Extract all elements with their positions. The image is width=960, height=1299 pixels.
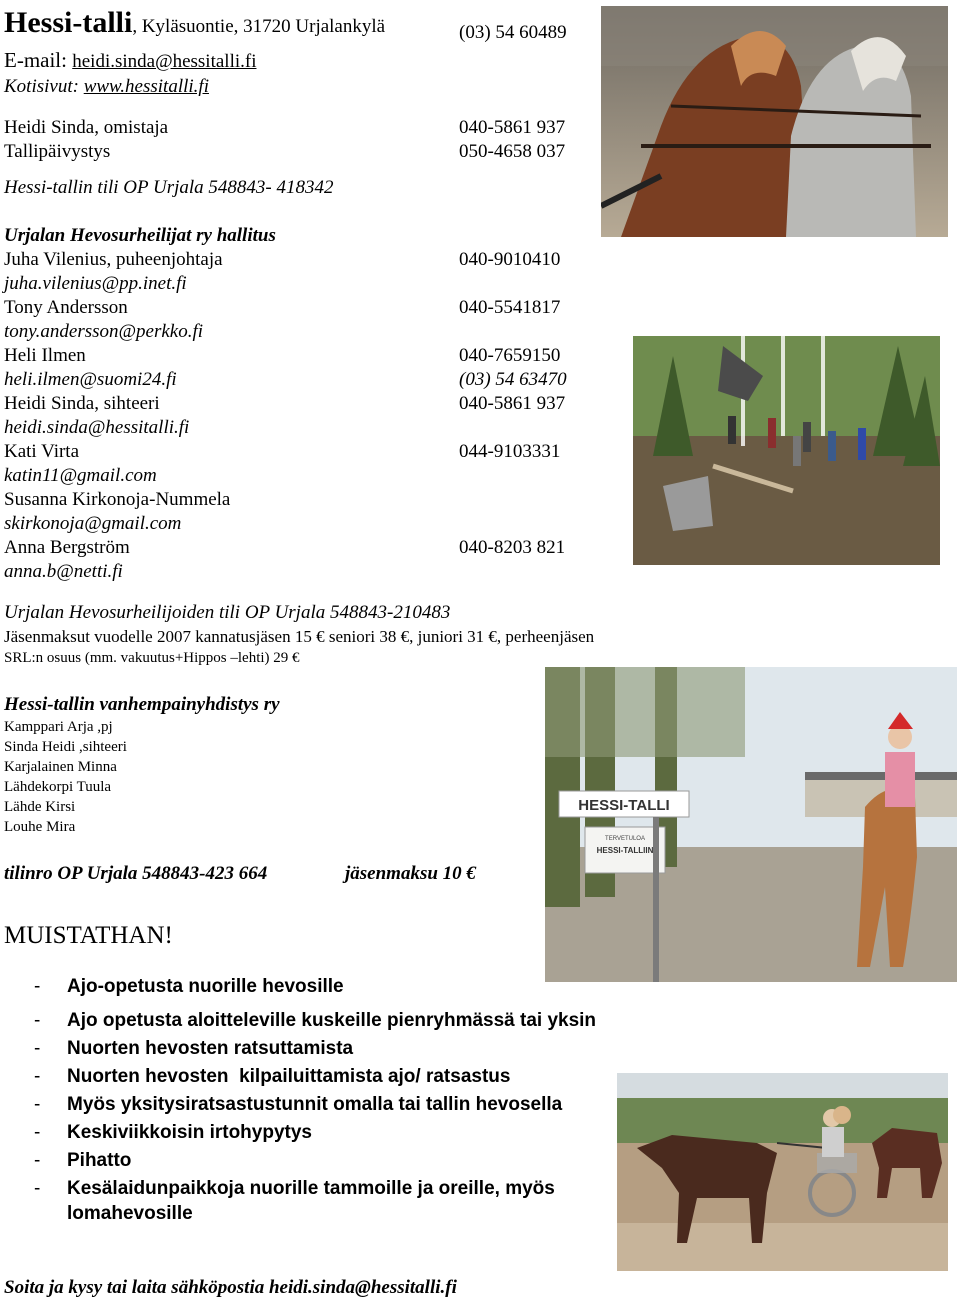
bullet-dash: - — [34, 976, 41, 997]
homepage-label: Kotisivut: — [4, 76, 84, 97]
board-member-name: Heidi Sinda, sihteeri — [4, 393, 160, 414]
bullet-dash: - — [34, 1122, 41, 1143]
board-member-landline: (03) 54 63470 — [459, 369, 567, 390]
board-member-email[interactable]: katin11@gmail.com — [4, 465, 157, 486]
business-address: , Kyläsuontie, 31720 Urjalankylä — [132, 16, 386, 37]
board-member-phone: 040-9010410 — [459, 249, 561, 270]
bullet-dash: - — [34, 1010, 41, 1031]
photo-forest-work — [633, 336, 940, 565]
parents-member: Louhe Mira — [4, 819, 76, 835]
board-member-email[interactable]: anna.b@netti.fi — [4, 561, 123, 582]
board-member-name: Anna Bergström — [4, 537, 130, 558]
header-line — [4, 6, 385, 45]
board-member-name: Juha Vilenius, puheenjohtaja — [4, 249, 223, 270]
service-item: Pihatto — [67, 1150, 132, 1171]
board-member-name: Kati Virta — [4, 441, 80, 462]
service-item: Nuorten hevosten kilpailuittamista ajo/ ratsastus — [67, 1066, 511, 1087]
board-member-phone: 044-9103331 — [459, 441, 561, 462]
stable-duty: Tallipäivystys — [4, 141, 111, 162]
parents-fee: jäsenmaksu 10 € — [345, 863, 476, 884]
bullet-dash: - — [34, 1038, 41, 1059]
sign-stable-text: HESSI-TALLIIN — [596, 846, 654, 855]
stable-bank-account: Hessi-tallin tili OP Urjala 548843- 418342 — [4, 177, 334, 198]
service-item: Kesälaidunpaikkoja nuorille tammoille ja oreille, myös — [67, 1178, 555, 1199]
board-member-email[interactable]: skirkonoja@gmail.com — [4, 513, 182, 534]
board-member-name: Heli Ilmen — [4, 345, 86, 366]
homepage-line — [4, 76, 209, 98]
service-item: Myös yksitysiratsastustunnit omalla tai tallin hevosella — [67, 1094, 563, 1115]
owner-phone: 040-5861 937 — [459, 117, 566, 138]
board-member-email[interactable]: heli.ilmen@suomi24.fi — [4, 369, 177, 390]
business-phone: (03) 54 60489 — [459, 22, 567, 43]
photo-horses-driving — [601, 6, 948, 237]
board-member-email[interactable]: heidi.sinda@hessitalli.fi — [4, 417, 190, 438]
parents-account: tilinro OP Urjala 548843-423 664 — [4, 863, 268, 884]
board-member-phone: 040-7659150 — [459, 345, 561, 366]
stable-duty-phone: 050-4658 037 — [459, 141, 566, 162]
board-member-name: Tony Andersson — [4, 297, 128, 318]
board-member-phone: 040-8203 821 — [459, 537, 566, 558]
email-label: E-mail: — [4, 48, 73, 72]
parents-member: Lähdekorpi Tuula — [4, 779, 112, 795]
bullet-dash: - — [34, 1150, 41, 1171]
board-member-phone: 040-5541817 — [459, 297, 561, 318]
owner-name: Heidi Sinda, omistaja — [4, 117, 169, 138]
service-item: Nuorten hevosten ratsuttamista — [67, 1038, 354, 1059]
business-name: Hessi-talli — [4, 6, 133, 39]
service-item: Ajo-opetusta nuorille hevosille — [67, 976, 344, 997]
board-member-email[interactable]: tony.andersson@perkko.fi — [4, 321, 204, 342]
fees-line-1: Jäsenmaksut vuodelle 2007 kannatusjäsen 15 € seniori 38 €, juniori 31 €, perheenjäsen — [4, 627, 595, 646]
parents-title: Hessi-tallin vanhempainyhdistys ry — [4, 694, 280, 715]
sign-main-text: HESSI-TALLI — [578, 797, 670, 814]
email-link[interactable]: heidi.sinda@hessitalli.fi — [72, 51, 257, 72]
parents-member: Sinda Heidi ,sihteeri — [4, 739, 127, 755]
email-line — [4, 48, 256, 73]
homepage-link[interactable]: www.hessitalli.fi — [83, 76, 209, 97]
fees-line-2: SRL:n osuus (mm. vakuutus+Hippos –lehti) 29 € — [4, 650, 300, 666]
bullet-dash: - — [34, 1066, 41, 1087]
service-item: Ajo opetusta aloitteleville kuskeille pienryhmässä tai yksin — [67, 1010, 597, 1031]
reminder-title: MUISTATHAN! — [4, 922, 173, 949]
service-item-continued: lomahevosille — [67, 1203, 193, 1224]
sign-welcome-text: TERVETULOA — [605, 836, 645, 842]
footer-contact: Soita ja kysy tai laita sähköpostia heidi.sinda@hessitalli.fi — [4, 1277, 457, 1298]
board-title: Urjalan Hevosurheilijat ry hallitus — [4, 225, 276, 246]
bullet-dash: - — [34, 1094, 41, 1115]
board-member-name: Susanna Kirkonoja-Nummela — [4, 489, 231, 510]
service-item: Keskiviikkoisin irtohypytys — [67, 1122, 312, 1143]
bullet-dash: - — [34, 1178, 41, 1199]
photo-sulky-driving — [617, 1073, 948, 1271]
board-member-phone: 040-5861 937 — [459, 393, 566, 414]
parents-member: Kamppari Arja ,pj — [4, 719, 113, 735]
parents-member: Lähde Kirsi — [4, 799, 76, 815]
photo-rider-sign — [545, 667, 957, 982]
parents-member: Karjalainen Minna — [4, 759, 117, 775]
club-account: Urjalan Hevosurheilijoiden tili OP Urjala 548843-210483 — [4, 602, 451, 623]
board-member-email[interactable]: juha.vilenius@pp.inet.fi — [4, 273, 187, 294]
